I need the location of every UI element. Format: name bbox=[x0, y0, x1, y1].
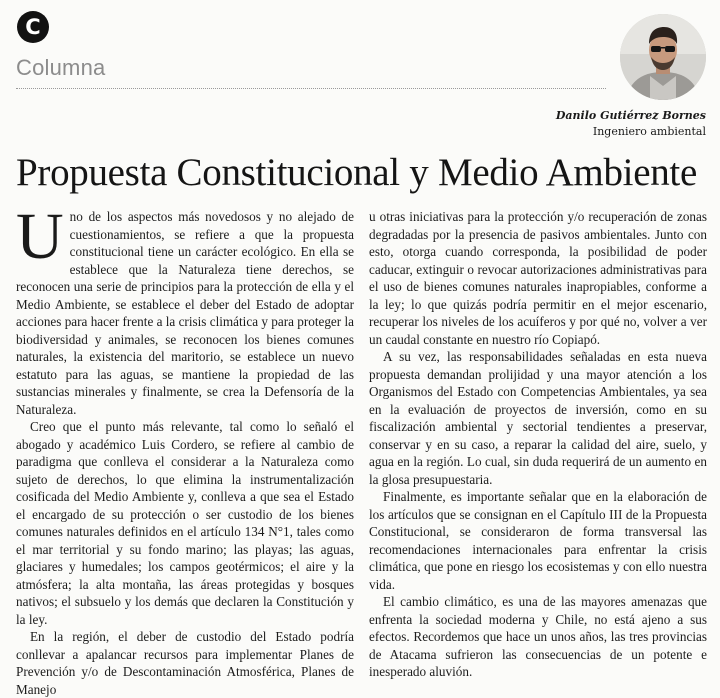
author-portrait-icon bbox=[620, 14, 706, 100]
article-paragraph: Finalmente, es importante señalar que en la elaboración de los artículos que se consignan en el Capítulo III de la Propuesta Constitucional, se consideraron de forma transversal las recomendaciones internacionales para enfrentar la crisis climática, que pone en riesgo los ecosistemas y con ello nuestra vida. bbox=[369, 489, 707, 592]
paragraph-text: no de los aspectos más novedosos y no alejado de cuestionamientos, se refiere a que la propuesta constitucional tiene un carácter ecológico. En ella se establece que la Naturaleza tiene derechos, se reconocen una serie de principios para la protección de ella y el Medio Ambiente, se establece el deber del Estado de adoptar acciones para hacer frente a la crisis climática y para proteger la biodiversidad y animales, se reconocen los bienes comunes naturales, la existencia del maritorio, se establece un nuevo estatuto para las aguas, se mantiene la propiedad de las sustancias minerales y finalmente, se crea la Defensoría de la Naturaleza. bbox=[16, 209, 354, 417]
article-paragraph bbox=[16, 200, 354, 418]
article-paragraph: En la región, el deber de custodio del Estado podría conllevar a apalancar recursos para implementar Planes de Prevención y/o de Descontaminación Atmosférica, Planes de Manejo bbox=[16, 629, 354, 697]
article-column-right bbox=[369, 208, 707, 681]
article-paragraph: u otras iniciativas para la protección y/o recuperación de zonas degradadas por la presencia de pasivos ambientales. Junto con esto, otorga cuando corresponda, la posibilidad de poder caducar, extinguir o revocar autorizaciones administrativas para el uso de bienes comunes naturales inapropiables, conforme a la ley; lo que quizás podría permitir en el mejor escenario, recuperar los niveles de los acuíferos y por qué no, volver a ver un caudal constante en nuestro río Copiapó. bbox=[369, 209, 707, 347]
header-divider bbox=[16, 88, 606, 89]
article-paragraph: Creo que el punto más relevante, tal como lo señaló el abogado y académico Luis Cordero, se refiere al cambio de paradigma que conlleva el considerar a la Naturaleza como sujeto de derechos, lo que elimina la instrumentalización cosificada del Medio Ambiente y, conlleva a que sea el Estado el encargado de su protección o ser custodio de los bienes comunes naturales definidos en el artículo 134 N°1, tales como el mar territorial y su fondo marino; las playas; las aguas, glaciares y humedales; los campos geotérmicos; el aire y la atmósfera; la alta montaña, las áreas protegidas y bosques nativos; el subsuelo y los demás que declaren la Constitución y la ley. bbox=[16, 419, 354, 627]
author-role: Ingeniero ambiental bbox=[592, 125, 706, 138]
article-paragraph: A su vez, las responsabilidades señaladas en esta nueva propuesta demandan prolijidad y una mayor atención a los Organismos del Estado con Competencias Ambientales, ya sea en la evaluación de proyectos de inversión, como en su fiscalización ambiental y sectorial tendientes a preservar, conservar y en su caso, a reparar la calidad del aire, suelo, y agua en la región. Lo cual, sin duda requerirá de un aumento en la glosa presupuestaria. bbox=[369, 349, 707, 487]
article-column-left bbox=[16, 200, 354, 698]
article-title: Propuesta Constitucional y Medio Ambiente bbox=[16, 151, 697, 194]
author-name: Danilo Gutiérrez Bornes bbox=[555, 109, 706, 122]
author-photo bbox=[620, 14, 706, 100]
logo-badge: C bbox=[17, 11, 49, 43]
drop-cap: U bbox=[16, 200, 64, 273]
article-paragraph: El cambio climático, es una de las mayores amenazas que enfrenta la sociedad moderna y Chile, no está ajeno a sus efectos. Recordemos que hace un unos años, las tres provincias de Atacama sufrieron las consecuencias de un potente e inesperado aluvión. bbox=[369, 594, 707, 679]
section-label: Columna bbox=[16, 55, 106, 80]
